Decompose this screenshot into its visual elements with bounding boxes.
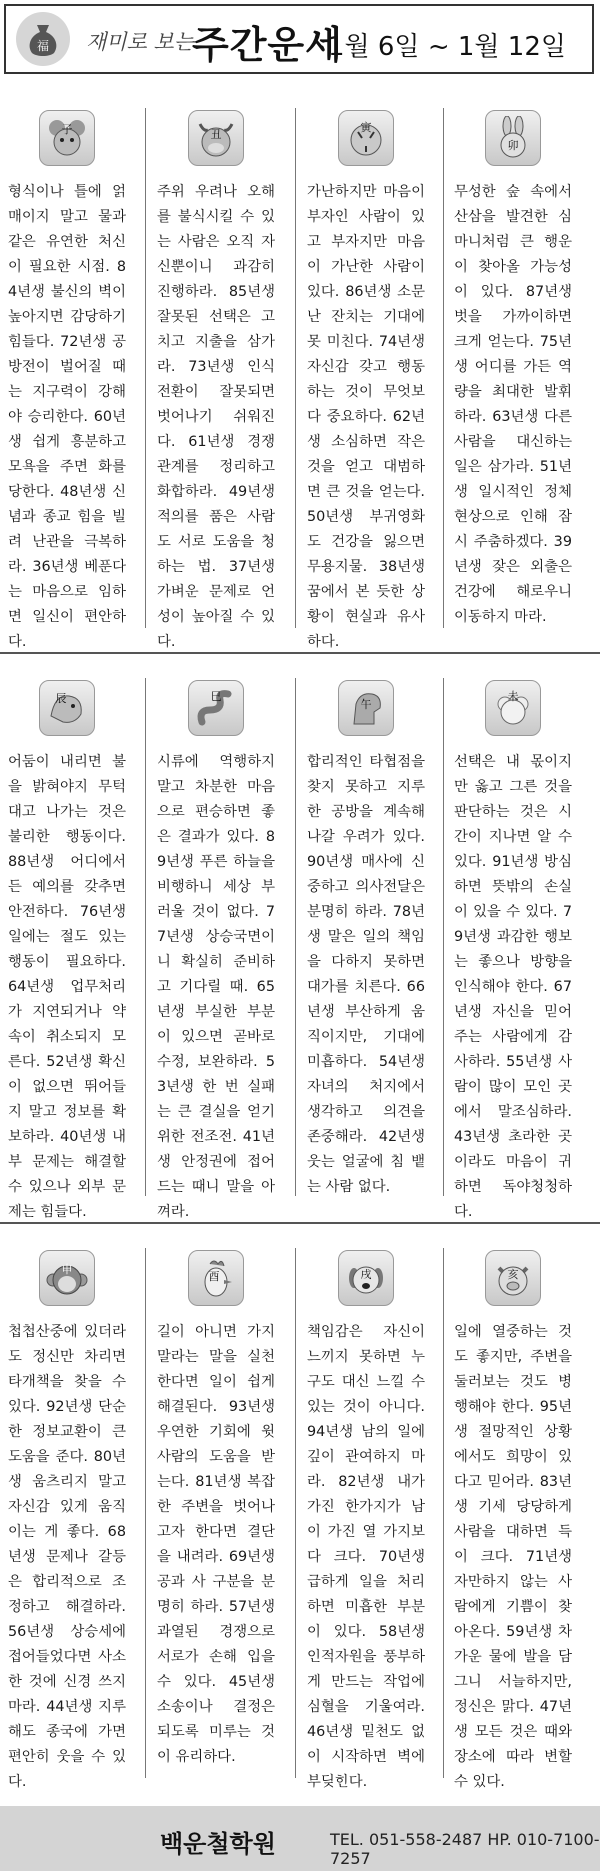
zodiac-sign-label: 戌 [360,1268,372,1281]
zodiac-sign-label: 申 [61,1263,73,1276]
fortune-text: 주위 우려나 오해를 불식시킬 수 있는 사람은 오직 자신뿐이니 과감히 진행하라. 85년생 잘못된 선택은 고치고 지출을 삼가라. 73년생 인식 전환이 잘못되면 벗어나기 쉬워진다. 61년생 경쟁 관계를 정리하고 화합하라. 49년생 적의를 품은 사람도 서로 도움을 청하는 법. 37년생 가벼운 문제로 언성이 높아질 수 있다. [157,184,275,650]
header [4,4,594,74]
zodiac-sign-label: 亥 [507,1268,519,1281]
fortune-entry [157,680,275,1225]
fortune-text: 첩첩산중에 있더라도 정신만 차리면 타개책을 찾을 수 있다. 92년생 단순한 정보교환이 큰 도움을 준다. 80년생 움츠리지 말고 자신감 있게 움직이는 게 좋다. 68년생 문제나 갈등은 합리적으로 조정하고 해결하라. 56년생 상승세에 접어들었다면 사소한 것에 신경 쓰지 마라. 44년생 지루해도 종국에 가면 편안히 웃을 수 있다. [8,1324,126,1790]
fortune-text: 합리적인 타협점을 찾지 못하고 지루한 공방을 계속해 나갈 우려가 있다. 90년생 매사에 신중하고 의사전달은 분명히 하라. 78년생 말은 일의 책임을 다하지 못하면 대가를 치른다. 66년생 부산하게 움직이지만, 기대에 미흡하다. 54년생 자녀의 처지에서 생각하고 의견을 존중해라. 42년생 웃는 얼굴에 침 뱉는 사람 없다. [307,754,425,1195]
fortune-entry [307,110,425,655]
page-title: 주간운세 [192,23,343,67]
column-divider [443,108,444,628]
monkey-icon [39,1250,95,1306]
contact-info: TEL. 051-558-2487 HP. 010-7100-7257 [330,1830,600,1868]
zodiac-sign-label: 卯 [507,139,519,152]
fortune-entry [307,1250,425,1795]
academy-name: 백운철학원 [160,1830,276,1858]
column-divider [145,1248,146,1778]
date-range: 1월 6일 ~ 1월 12일 [327,32,566,62]
fortune-entry [307,680,425,1200]
zodiac-sign-label: 寅 [360,121,372,134]
horse-icon [338,680,394,736]
fortune-text: 책임감은 자신이 느끼지 못하면 누구도 대신 느낄 수 있는 것이 아니다. 94년생 남의 일에 깊이 관여하지 마라. 82년생 내가 가진 한가지가 남이 가진 열 가지보다 크다. 70년생 급하게 일을 처리하면 미흡한 부분이 있다. 58년생 인적자원을 풍부하게 만드는 작업에 심혈을 기울여라. 46년생 밑천도 없이 시작하면 벽에 부딪힌다. [307,1324,425,1790]
zodiac-sign-label: 酉 [208,1270,220,1283]
zodiac-sign-label: 巳 [210,690,222,703]
header-subtitle: 재미로 보는 [86,30,195,54]
column-divider [295,678,296,1196]
fortune-text: 일에 열중하는 것도 좋지만, 주변을 둘러보는 것도 병행해야 한다. 95년생 절망적인 상황에서도 희망이 있다고 믿어라. 83년생 기세 당당하게 사람을 대하면 득이 크다. 71년생 자만하지 않는 사람에게 기쁨이 찾아온다. 59년생 차가운 물에 발을 담그니 서늘하지만, 정신은 맑다. 47년생 모든 것은 때와 장소에 따라 변할 수 있다. [454,1324,572,1790]
column-divider [443,678,444,1196]
fortune-text: 길이 아니면 가지 말라는 말을 실천한다면 일이 쉽게 해결된다. 93년생 우연한 기회에 윗사람의 도움을 받는다. 81년생 복잡한 주변을 벗어나고자 한다면 결단을 내려라. 69년생 공과 사 구분을 분명히 하라. 57년생 과열된 경쟁으로 서로가 손해 입을 수 있다. 45년생 소송이나 결정은 되도록 미루는 것이 유리하다. [157,1324,275,1765]
svg-text:福: 福 [36,39,50,53]
footer [0,1806,600,1871]
snake-icon [188,680,244,736]
zodiac-sign-label: 午 [360,698,372,711]
rooster-icon [188,1250,244,1306]
column-divider [295,108,296,628]
pouch-logo-icon [16,12,70,66]
rat-icon [39,110,95,166]
ox-icon [188,110,244,166]
column-divider [145,678,146,1196]
fortune-text: 선택은 내 몫이지만 옳고 그른 것을 판단하는 것은 시간이 지나면 알 수 있다. 91년생 방심하면 뜻밖의 손실이 있을 수 있다. 79년생 과감한 행보는 좋으나 방향을 인식해야 한다. 67년생 자신을 믿어주는 사람에게 감사하라. 55년생 사람이 많이 모인 곳에서 말조심하라. 43년생 초라한 곳이라도 마음이 귀하면 독야청청하다. [454,754,572,1220]
rabbit-icon [485,110,541,166]
fortune-text: 어둠이 내리면 불을 밝혀야지 무턱대고 나가는 것은 불리한 행동이다. 88년생 어디에서든 예의를 갖추면 안전하다. 76년생 일에는 절도 있는 행동이 필요하다. 64년생 업무처리가 지연되거나 약속이 취소되지 모른다. 52년생 확신이 없으면 뛰어들지 말고 정보를 확보하라. 40년생 내부 문제는 해결할 수 있으나 외부 문제는 힘들다. [8,754,126,1220]
fortune-entry [454,680,572,1225]
fortune-entry [8,1250,126,1795]
fortune-text: 형식이나 틀에 얽매이지 말고 물과 같은 유연한 처신이 필요한 시점. 84년생 불신의 벽이 높아지면 감당하기 힘들다. 72년생 공방전이 벌어질 때는 지구력이 강해야 승리한다. 60년생 쉽게 흥분하고 모욕을 주면 화를 당한다. 48년생 신념과 종교 힘을 빌려 난관을 극복하라. 36년생 베푼다는 마음으로 임하면 일신이 편안하다. [8,184,126,650]
zodiac-sign-label: 丑 [210,128,222,141]
column-divider [295,1248,296,1778]
fortune-text: 무성한 숲 속에서 산삼을 발견한 심마니처럼 큰 행운이 찾아올 가능성이 있다. 87년생 벗을 가까이하면 크게 얻는다. 75년생 어디를 가든 역량을 최대한 발휘하라. 63년생 다른 사람을 대신하는 일은 삼가라. 51년생 일시적인 정체현상으로 인해 잠시 주춤하겠다. 39년생 잦은 외출은 건강에 해로우니 이동하지 마라. [454,184,572,625]
fortune-text: 가난하지만 마음이 부자인 사람이 있고 부자지만 마음이 가난한 사람이 있다. 86년생 소문난 잔치는 기대에 못 미친다. 74년생 자신감 갖고 행동하는 것이 무엇보다 중요하다. 62년생 소심하면 작은 것을 얻고 대범하면 큰 것을 얻는다. 50년생 부귀영화도 건강을 잃으면 무용지물. 38년생 꿈에서 본 듯한 상황이 현실과 유사하다. [307,184,425,650]
fortune-entry [8,110,126,655]
fortune-entry [454,1250,572,1795]
pig-icon [485,1250,541,1306]
zodiac-sign-label: 未 [507,690,519,703]
dog-icon [338,1250,394,1306]
zodiac-sign-label: 辰 [55,692,67,705]
fortune-entry [8,680,126,1225]
fortune-entry [157,1250,275,1770]
fortune-entry [454,110,572,630]
fortune-text: 시류에 역행하지 말고 차분한 마음으로 편승하면 좋은 결과가 있다. 89년생 푸른 하늘을 비행하니 세상 부러울 것이 없다. 77년생 상승국면이니 확실히 준비하고 기다릴 때. 65년생 부실한 부분이 있으면 곧바로 수정, 보완하라. 53년생 한 번 실패는 큰 결실을 얻기 위한 전조전. 41년생 안정권에 접어드는 때니 말을 아껴라. [157,754,275,1220]
sheep-icon [485,680,541,736]
fortune-entry [157,110,275,655]
column-divider [443,1248,444,1778]
zodiac-sign-label: 子 [61,123,73,136]
dragon-icon [39,680,95,736]
column-divider [145,108,146,628]
tiger-icon [338,110,394,166]
